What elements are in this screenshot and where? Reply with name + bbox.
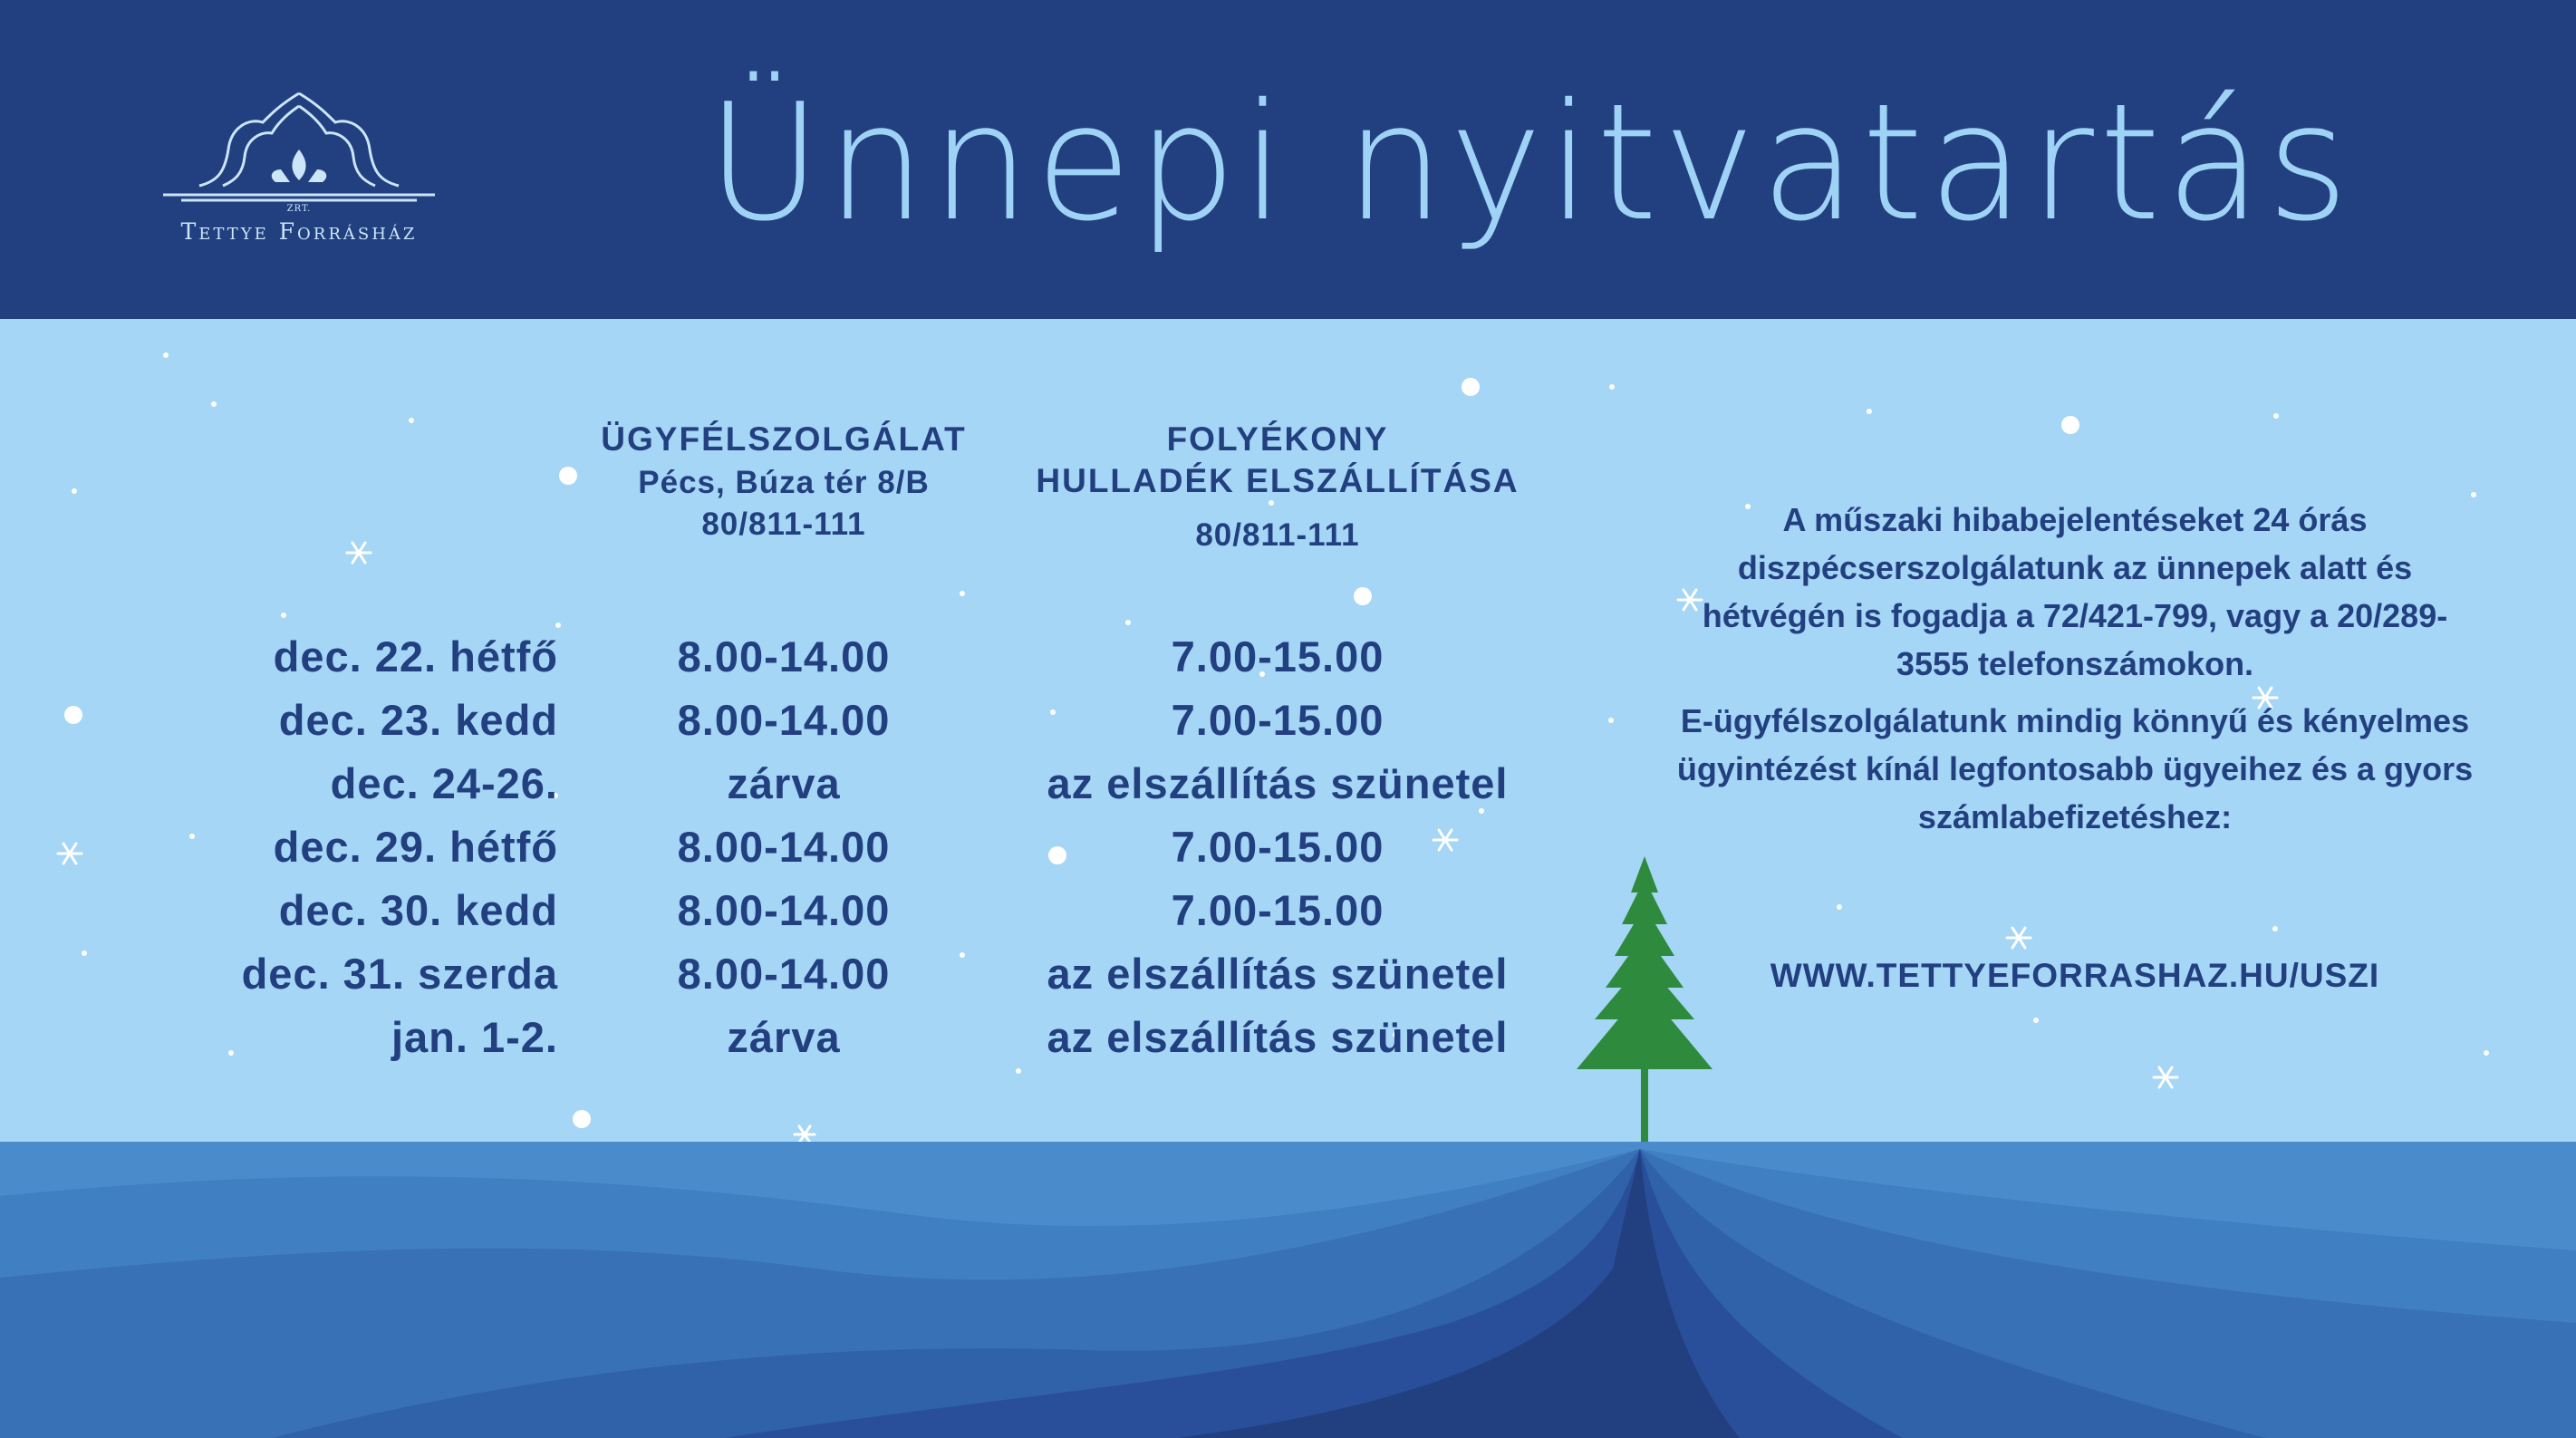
service-phone: 80/811-111 (701, 507, 866, 542)
info-block (1676, 496, 2474, 841)
schedule-service-hours: 8.00-14.00 (677, 632, 891, 680)
waste-title-line1: FOLYÉKONY (1166, 420, 1389, 458)
schedule-waste-hours: 7.00-15.00 (1171, 823, 1384, 871)
waste-column-header (1006, 419, 1549, 556)
schedule-waste-hours: az elszállítás szünetel (1047, 759, 1509, 807)
info-dispatch-text: A műszaki hibabejelentéseket 24 órás diszpécserszolgálatunk az ünnepek alatt és hétvégén is fogadja a 72/421-799, vagy a 20/289-3555 telefonszámokon. (1702, 501, 2448, 682)
info-eservice-text: E-ügyfélszolgálatunk mindig könnyű és kényelmes ügyintézést kínál legfontosabb ügyeihez és a gyors számlabefizetéshez: (1676, 702, 2474, 835)
header-banner (0, 0, 2576, 319)
schedule-waste-hours: az elszállítás szünetel (1047, 1013, 1509, 1061)
waste-phone: 80/811-111 (1195, 517, 1360, 553)
schedule-waste-hours: 7.00-15.00 (1171, 886, 1384, 934)
service-column-header (566, 419, 1001, 545)
logo-zrt-label: ZRT. (286, 204, 312, 214)
schedule-day: dec. 30. kedd (278, 886, 558, 934)
schedule-service-hours: zárva (727, 759, 841, 807)
schedule-service-hours: zárva (727, 1013, 841, 1061)
schedule-day: dec. 24-26. (330, 759, 558, 807)
eservice-url-link[interactable]: WWW.TETTYEFORRASHAZ.HU/USZI (1770, 957, 2380, 994)
schedule-service-hours: 8.00-14.00 (677, 886, 891, 934)
christmas-tree-icon (1568, 856, 1722, 1146)
schedule-row (0, 879, 2576, 942)
schedule-day: dec. 29. hétfő (273, 823, 558, 871)
schedule-service-hours: 8.00-14.00 (677, 823, 891, 871)
company-logo (145, 86, 453, 258)
schedule-service-hours: 8.00-14.00 (677, 950, 891, 998)
page-title: Ünnepi nyitvatartás (707, 69, 2354, 256)
schedule-waste-hours: az elszállítás szünetel (1047, 950, 1509, 998)
schedule-day: jan. 1-2. (391, 1013, 558, 1061)
schedule-day: dec. 23. kedd (278, 696, 558, 744)
schedule-waste-hours: 7.00-15.00 (1171, 632, 1384, 680)
logo-emblem-icon (145, 86, 453, 208)
schedule-day: dec. 31. szerda (241, 950, 558, 998)
logo-brand-label: Tettye Forrásház (180, 218, 418, 245)
waste-title-line2: HULLADÉK ELSZÁLLÍTÁSA (1036, 462, 1520, 499)
service-address: Pécs, Búza tér 8/B (638, 465, 930, 500)
sky-area (0, 319, 2576, 1142)
hills-decoration (0, 1142, 2576, 1438)
schedule-row (0, 1006, 2576, 1069)
service-title: ÜGYFÉLSZOLGÁLAT (601, 420, 967, 458)
schedule-waste-hours: 7.00-15.00 (1171, 696, 1384, 744)
schedule-service-hours: 8.00-14.00 (677, 696, 891, 744)
schedule-day: dec. 22. hétfő (273, 632, 558, 680)
